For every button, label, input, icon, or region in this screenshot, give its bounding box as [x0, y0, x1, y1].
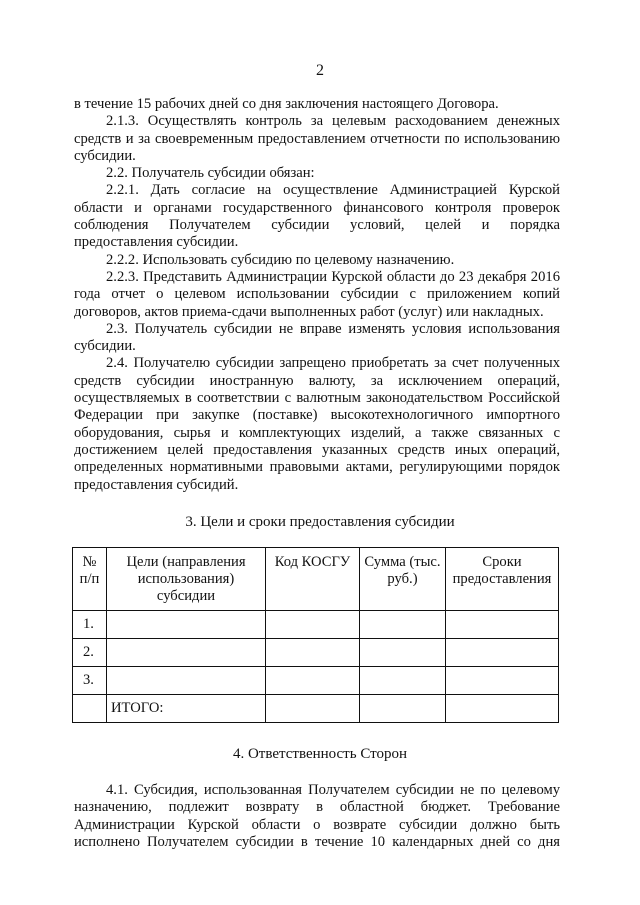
paragraph-2-2-1: 2.2.1. Дать согласие на осуществление Администрацией Курской области и органами государственного финансового контроля проверок соблюдения Получателем субсидии условий, целей и порядка предоставления субсидии.: [74, 182, 560, 251]
table-row: [73, 667, 559, 695]
header-kosgu: Код КОСГУ: [266, 548, 360, 611]
paragraph-4-1: 4.1. Субсидия, использованная Получателем субсидии не по целевому назначению, подлежит возврату в областной бюджет. Требование Администрации Курской области о возврате субсидии должно быть исполнено Получателем субсидии в течение 10 календарных дней со дня: [74, 782, 560, 850]
row-number: 2.: [73, 639, 107, 667]
table-cell: [360, 639, 446, 667]
table-cell: [446, 639, 559, 667]
paragraph-continuation: в течение 15 рабочих дней со дня заключения настоящего Договора.: [74, 96, 499, 112]
table-cell: [107, 611, 266, 639]
paragraph-2-3: 2.3. Получатель субсидии не вправе изменять условия использования субсидии.: [74, 320, 560, 355]
row-number: 1.: [73, 611, 107, 639]
header-amount: Сумма (тыс. руб.): [360, 548, 446, 611]
paragraph-2-2: 2.2. Получатель субсидии обязан:: [106, 165, 315, 182]
row-number: 3.: [73, 667, 107, 695]
table-cell: [107, 667, 266, 695]
table-cell: [107, 639, 266, 667]
table-cell: [446, 667, 559, 695]
table-total-row: [73, 695, 559, 723]
table-cell: [266, 667, 360, 695]
paragraph-2-2-3: 2.2.3. Представить Администрации Курской области до 23 декабря 2016 года отчет о целевом использовании субсидии с приложением копий договоров, актов приема-сдачи выполненных работ (услуг) или накладных.: [74, 268, 560, 320]
table-cell: [360, 695, 446, 723]
table-cell: [446, 695, 559, 723]
paragraph-2-1-3: 2.1.3. Осуществлять контроль за целевым расходованием денежных средств и за своевременным предоставлением отчетности по использованию субсидии.: [74, 113, 560, 164]
table-cell: [266, 695, 360, 723]
paragraph-2-2-2: 2.2.2. Использовать субсидию по целевому назначению.: [106, 251, 455, 268]
table-row: [73, 611, 559, 639]
section-4-heading: 4. Ответственность Сторон: [232, 746, 408, 762]
table-header-row: [73, 548, 559, 611]
header-terms: Сроки предоставления: [446, 548, 559, 611]
table-cell: [360, 667, 446, 695]
header-number: № п/п: [73, 548, 107, 611]
header-goals: Цели (направления использования) субсидии: [107, 548, 266, 611]
section-3-heading: 3. Цели и сроки предоставления субсидии: [185, 514, 455, 530]
table-cell: [73, 695, 107, 723]
section-2-body: [74, 96, 560, 494]
table-cell: [446, 611, 559, 639]
table-cell: [360, 611, 446, 639]
total-label: ИТОГО:: [107, 695, 266, 723]
page-number: 2: [316, 62, 324, 79]
paragraph-2-4: 2.4. Получателю субсидии запрещено приобретать за счет полученных средств субсидии иностранную валюту, за исключением операций, осуществляемых в соответствии с валютным законодательством Российской Федерации при закупке (поставке) высокотехнологичного импортного оборудования, сырья и комплектующих изделий, а также связанных с достижением целей предоставления указанных средств иных операций, определенных нормативными правовыми актами, регулирующими порядок предоставления субсидий.: [74, 355, 560, 493]
goals-table: [72, 547, 559, 723]
table-row: [73, 639, 559, 667]
table-cell: [266, 639, 360, 667]
section-4-body: [74, 782, 560, 851]
table-cell: [266, 611, 360, 639]
